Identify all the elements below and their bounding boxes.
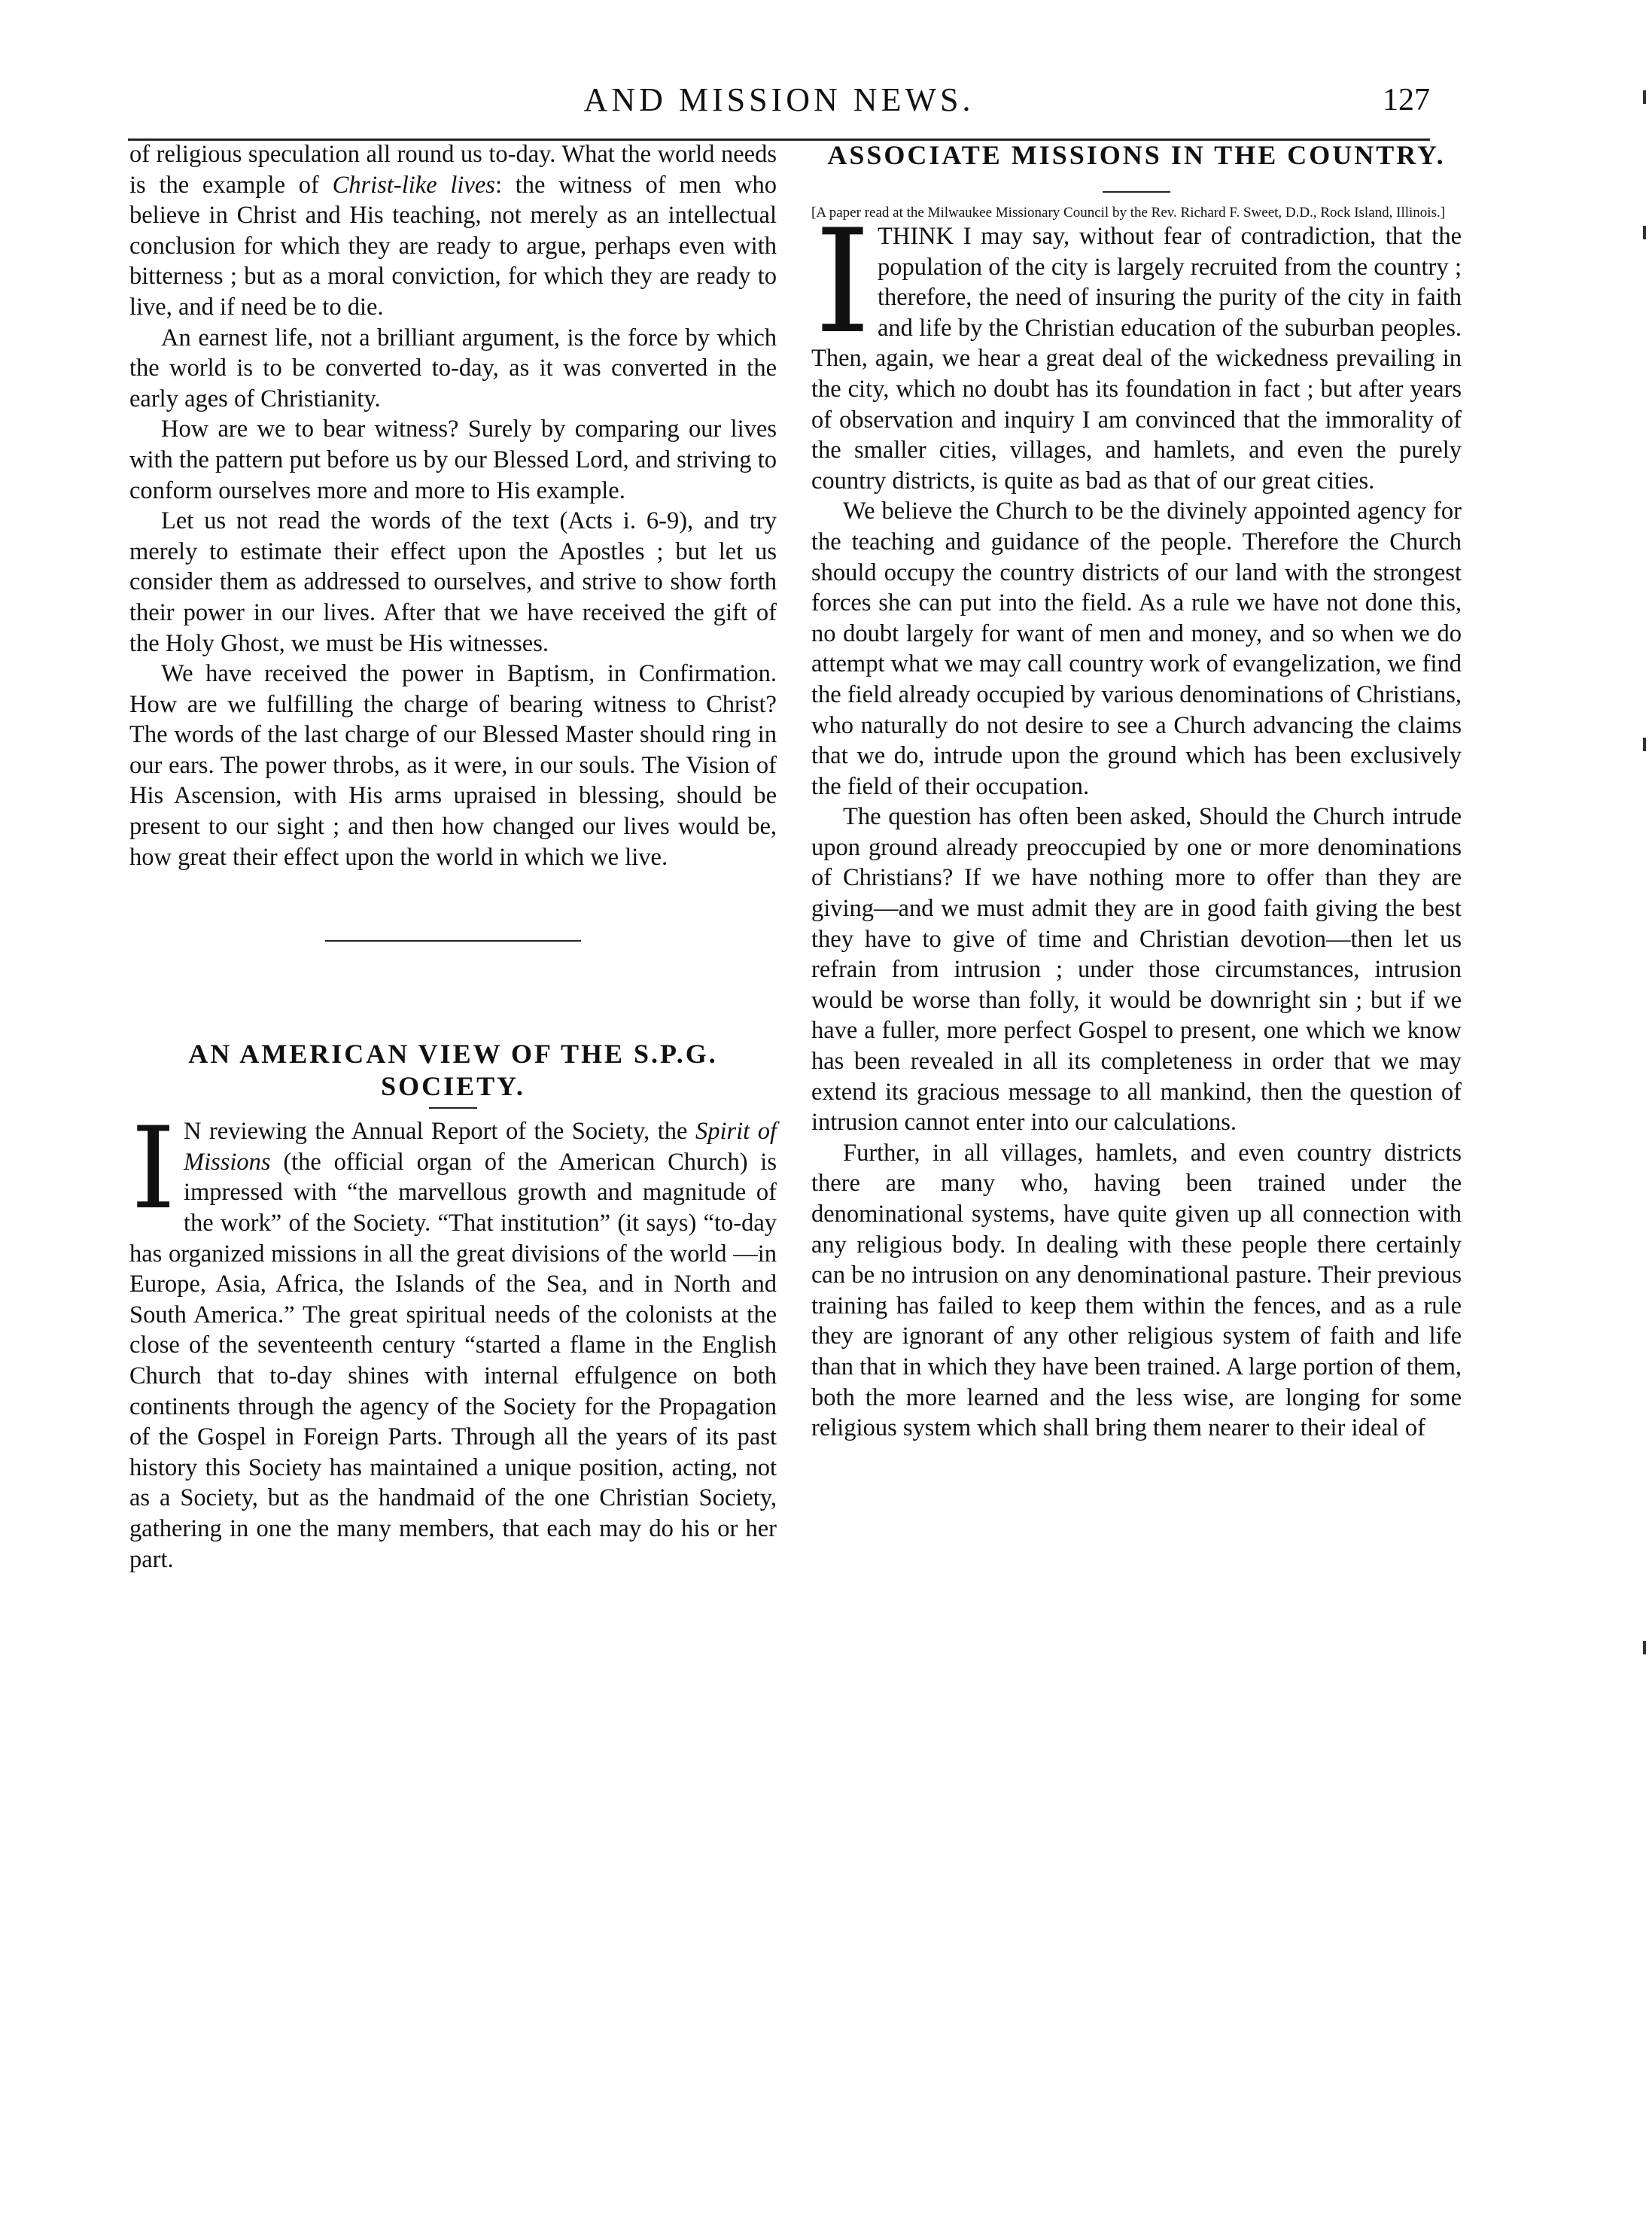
running-title: AND MISSION NEWS. <box>583 81 975 118</box>
emphasis-text: Christ-like lives <box>332 171 495 199</box>
paragraph-text: N reviewing the Annual Report of the Society, the <box>184 1118 695 1146</box>
article-paragraph: How are we to bear witness? Surely by comparing our lives with the pattern put before us by our Blessed Lord, and striving to conform ourselves more and more to His example. <box>129 415 777 504</box>
paragraph-text: : the witness of men who believe in Christ and His teaching, not merely as an intellectual conclusion for which they are ready to argue, perhaps even with bitterness ; but as a moral conviction, for which they are ready to live, and if need be to die. <box>129 171 777 321</box>
editorial-note: [A paper read at the Milwaukee Missionary Council by the Rev. Richard F. Sweet, D.D., Rock Island, Illinois.] <box>811 205 1446 221</box>
article-paragraph <box>129 1103 777 1575</box>
article-paragraph: We have received the power in Baptism, in Confirmation. How are we fulfilling the charge of bearing witness to Christ? The words of the last charge of our Blessed Master should ring in our ears. The power throbs, as it were, in our souls. The Vision of His Ascension, with His arms upraised in blessing, should be present to our sight ; and then how changed our lives would be, how great their effect upon the world in which we live. <box>129 660 777 871</box>
page-number: 127 <box>1383 83 1430 117</box>
left-column <box>129 139 777 1575</box>
section-title: ASSOCIATE MISSIONS IN THE COUNTRY. <box>827 140 1446 170</box>
article-paragraph: An earnest life, not a brilliant argument, is the force by which the world is to be converted to-day, as it was converted in the early ages of Christianity. <box>129 324 777 412</box>
section-title: AN AMERICAN VIEW OF THE S.P.G. SOCIETY. <box>188 1039 718 1102</box>
emphasis-text: Spirit of Missions <box>184 1118 777 1176</box>
edge-mark <box>1643 226 1646 239</box>
paragraph-text: THINK I may say, without fear of contradiction, that the population of the city is largely recruited from the country ; therefore, the need of insuring the purity of the city in faith and life by the Christian education of the suburban peoples. Then, again, we hear a great deal of the wickedness prevailing in the city, which no doubt has its foundation in fact ; but after years of observation and inquiry I am convinced that the immorality of the smaller cities, villages, and hamlets, and even the purely country districts, is quite as bad as that of our great cities. <box>811 223 1462 495</box>
article-paragraph: Further, in all villages, hamlets, and even country districts there are many who, having been trained under the denominational systems, have quite given up all connection with any religious body. In dealing with these people there certainly can be no intrusion on any denominational pasture. Their previous training has failed to keep them within the fences, and as a rule they are ignorant of any other religious system of faith and life than that in which they have been trained. A large portion of them, both the more learned and the less wise, are longing for some religious system which shall bring them nearer to their ideal of <box>811 1139 1462 1442</box>
title-dash <box>429 1107 477 1109</box>
drop-cap: I <box>814 199 872 365</box>
article-paragraph: We believe the Church to be the divinely appointed agency for the teaching and guidance of the people. Therefore the Church should occupy the country districts of our land with the strongest forces she can put into the field. As a rule we have not done this, no doubt largely for want of men and money, and so when we do attempt what we may call country work of evangelization, we find the field already occupied by various denominations of Christians, who naturally do not desire to see a Church advancing the claims that we do, intrude upon the ground which has been exclusively the field of their occupation. <box>811 498 1462 800</box>
article-paragraph <box>129 139 777 323</box>
article-paragraph: The question has often been asked, Should the Church intrude upon ground already preoccupied by one or more denominations of Christians? If we have nothing more to offer than they are giving—and we must admit they are in good faith giving the best they have to give of time and Christian devotion—then let us refrain from intrusion ; under those circumstances, intrusion would be worse than folly, it would be downright sin ; but if we have a fuller, more perfect Gospel to present, one which we know has been revealed in all its completeness in order that we may extend its gracious message to all mankind, then the question of intrusion cannot enter into our calculations. <box>811 803 1462 1137</box>
drop-cap: I <box>131 1103 176 1235</box>
edge-mark <box>1643 1641 1646 1654</box>
paragraph-text: of religious speculation all round us to-day. What the world needs is the example of <box>129 141 777 199</box>
title-dash <box>1103 191 1170 193</box>
article-paragraph: Let us not read the words of the text (Acts i. 6-9), and try merely to estimate their effect upon the Apostles ; but let us consider them as addressed to ourselves, and strive to show forth their power in our lives. After that we have received the gift of the Holy Ghost, we must be His witnesses. <box>129 507 777 657</box>
running-header <box>128 72 1430 141</box>
right-column <box>811 139 1462 1444</box>
edge-mark <box>1643 738 1646 751</box>
paragraph-text: (the official organ of the American Church) is impressed with “the marvellous growth and magnitude of the work” of the Society. “That institution” (it says) “to-day has organized missions in all the great divisions of the world —in Europe, Asia, Africa, the Islands of the Sea, and in North and South America.” The great spiritual needs of the colonists at the close of the seventeenth century “started a flame in the English Church that to-day shines with internal effulgence on both continents through the agency of the Society for the Propagation of the Gospel in Foreign Parts. Through all the years of its past history this Society has maintained a unique position, acting, not as a Society, but as the handmaid of the one Christian Society, gathering in one the many members, that each may do his or her part. <box>129 1148 777 1573</box>
edge-mark <box>1643 90 1646 104</box>
section-divider <box>325 940 581 942</box>
